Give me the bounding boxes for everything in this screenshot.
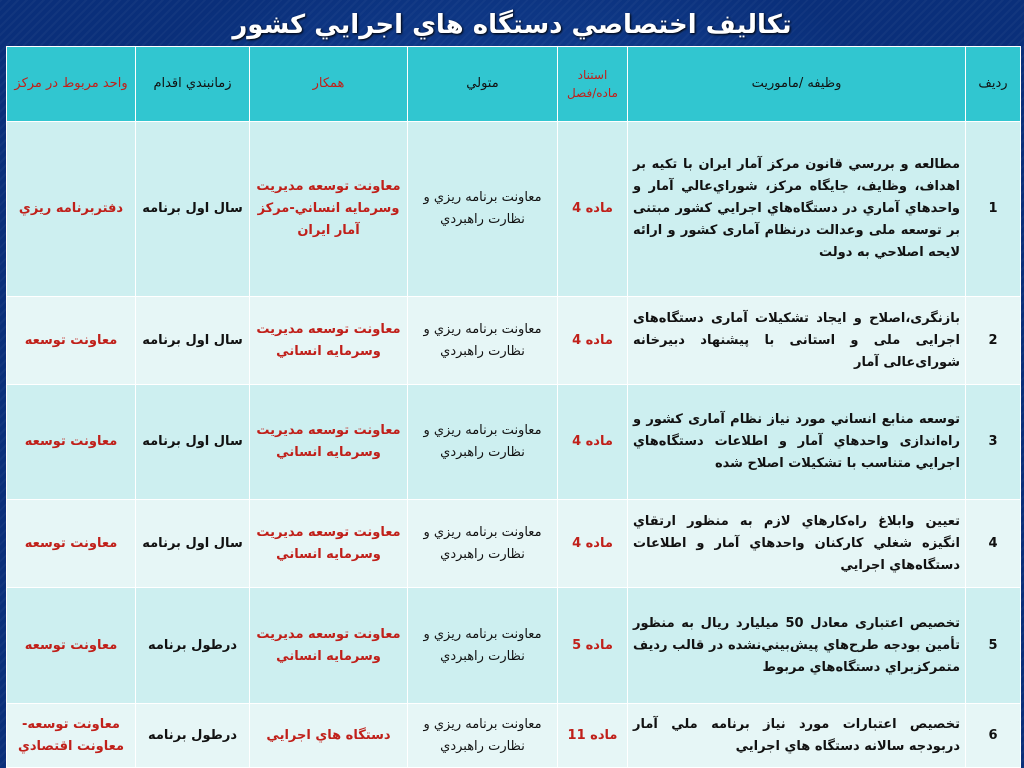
owner: معاونت برنامه ريزي و نظارت راهبردي bbox=[408, 385, 558, 500]
reference: ماده 11 bbox=[558, 704, 628, 768]
partner: معاونت توسعه مديريت وسرمايه انساني bbox=[250, 297, 408, 385]
owner: معاونت برنامه ريزي و نظارت راهبردي bbox=[408, 704, 558, 768]
header-unit: واحد مربوط در مركز bbox=[7, 47, 136, 122]
task-description: مطالعه و بررسي قانون مرکز آمار ايران با تكيه بر اهداف، وظايف، جايگاه مركز، شوراي‌عالي آمار و واحدهاي آماري در دستگاه‌هاي اجرايي كشور مبتنی بر توسعه ملی وعدالت درنظام آماری کشور و ارائه لايحه اصلاحي به دولت bbox=[628, 122, 966, 297]
header-task: وظيفه /ماموريت bbox=[628, 47, 966, 122]
reference: ماده 5 bbox=[558, 588, 628, 704]
responsible-unit: معاونت توسعه bbox=[7, 500, 136, 588]
timeline: سال اول برنامه bbox=[136, 122, 250, 297]
owner: معاونت برنامه ريزي و نظارت راهبردي bbox=[408, 297, 558, 385]
header-ref: استناد ماده/فصل bbox=[558, 47, 628, 122]
row-number: 4 bbox=[966, 500, 1021, 588]
table-row bbox=[7, 500, 1021, 588]
owner: معاونت برنامه ريزي و نظارت راهبردي bbox=[408, 122, 558, 297]
table-row bbox=[7, 385, 1021, 500]
header-timeline: زمانبندي اقدام bbox=[136, 47, 250, 122]
row-number: 3 bbox=[966, 385, 1021, 500]
header-owner: متولي bbox=[408, 47, 558, 122]
timeline: درطول برنامه bbox=[136, 704, 250, 768]
responsible-unit: معاونت توسعه bbox=[7, 385, 136, 500]
task-description: تخصیص اعتبارات مورد نياز برنامه ملي آمار دربودجه سالانه دستگاه هاي اجرايي bbox=[628, 704, 966, 768]
row-number: 6 bbox=[966, 704, 1021, 768]
reference: ماده 4 bbox=[558, 122, 628, 297]
row-number: 1 bbox=[966, 122, 1021, 297]
row-number: 2 bbox=[966, 297, 1021, 385]
responsible-unit: معاونت توسعه- معاونت اقتصادي bbox=[7, 704, 136, 768]
reference: ماده 4 bbox=[558, 297, 628, 385]
table-header-row bbox=[7, 47, 1021, 122]
partner: دستگاه هاي اجرايي bbox=[250, 704, 408, 768]
header-partner: همكار bbox=[250, 47, 408, 122]
responsible-unit: معاونت توسعه bbox=[7, 297, 136, 385]
task-description: توسعه منابع انساني مورد نياز نظام آماری كشور و راه‌اندازی واحدهاي آمار و اطلاعات دستگاه‌هاي اجرايي متناسب با تشكيلات اصلاح شده bbox=[628, 385, 966, 500]
task-description: تخصيص اعتباری معادل 50 ميليارد ريال به منظور تأمين بودجه طرح‌هاي پيش‌بيني‌نشده در قالب رديف متمركزبراي دستگاه‌هاي مربوط bbox=[628, 588, 966, 704]
partner: معاونت توسعه مديريت وسرمايه انساني bbox=[250, 385, 408, 500]
task-description: بازنگری،اصلاح و ایجاد تشکیلات آماری دستگاه‌های اجرایی ملی و استانی با پیشنهاد دبیرخانه شورای‌عالی آمار bbox=[628, 297, 966, 385]
table-row bbox=[7, 122, 1021, 297]
timeline: درطول برنامه bbox=[136, 588, 250, 704]
page-title: تكاليف اختصاصي دستگاه هاي اجرايي كشور bbox=[232, 10, 792, 40]
responsible-unit: معاونت توسعه bbox=[7, 588, 136, 704]
timeline: سال اول برنامه bbox=[136, 385, 250, 500]
table-row bbox=[7, 588, 1021, 704]
timeline: سال اول برنامه bbox=[136, 297, 250, 385]
table-row bbox=[7, 704, 1021, 768]
header-row-no: رديف bbox=[966, 47, 1021, 122]
responsible-unit: دفتربرنامه ريزي bbox=[7, 122, 136, 297]
timeline: سال اول برنامه bbox=[136, 500, 250, 588]
partner: معاونت توسعه مديريت وسرمايه انساني bbox=[250, 500, 408, 588]
row-number: 5 bbox=[966, 588, 1021, 704]
partner: معاونت توسعه مديريت وسرمايه انساني bbox=[250, 588, 408, 704]
table-row bbox=[7, 297, 1021, 385]
owner: معاونت برنامه ريزي و نظارت راهبردي bbox=[408, 500, 558, 588]
owner: معاونت برنامه ريزي و نظارت راهبردي bbox=[408, 588, 558, 704]
reference: ماده 4 bbox=[558, 500, 628, 588]
partner: معاونت توسعه مديريت وسرمايه انساني-مرکز آمار ایران bbox=[250, 122, 408, 297]
reference: ماده 4 bbox=[558, 385, 628, 500]
tasks-table bbox=[6, 46, 1021, 768]
task-description: تعيين وابلاغ راه‌کارهاي لازم به منظور ارتقاي انگيزه شغلي كاركنان واحدهاي آمار و اطلاعات دستگاه‌هاي اجرايي bbox=[628, 500, 966, 588]
